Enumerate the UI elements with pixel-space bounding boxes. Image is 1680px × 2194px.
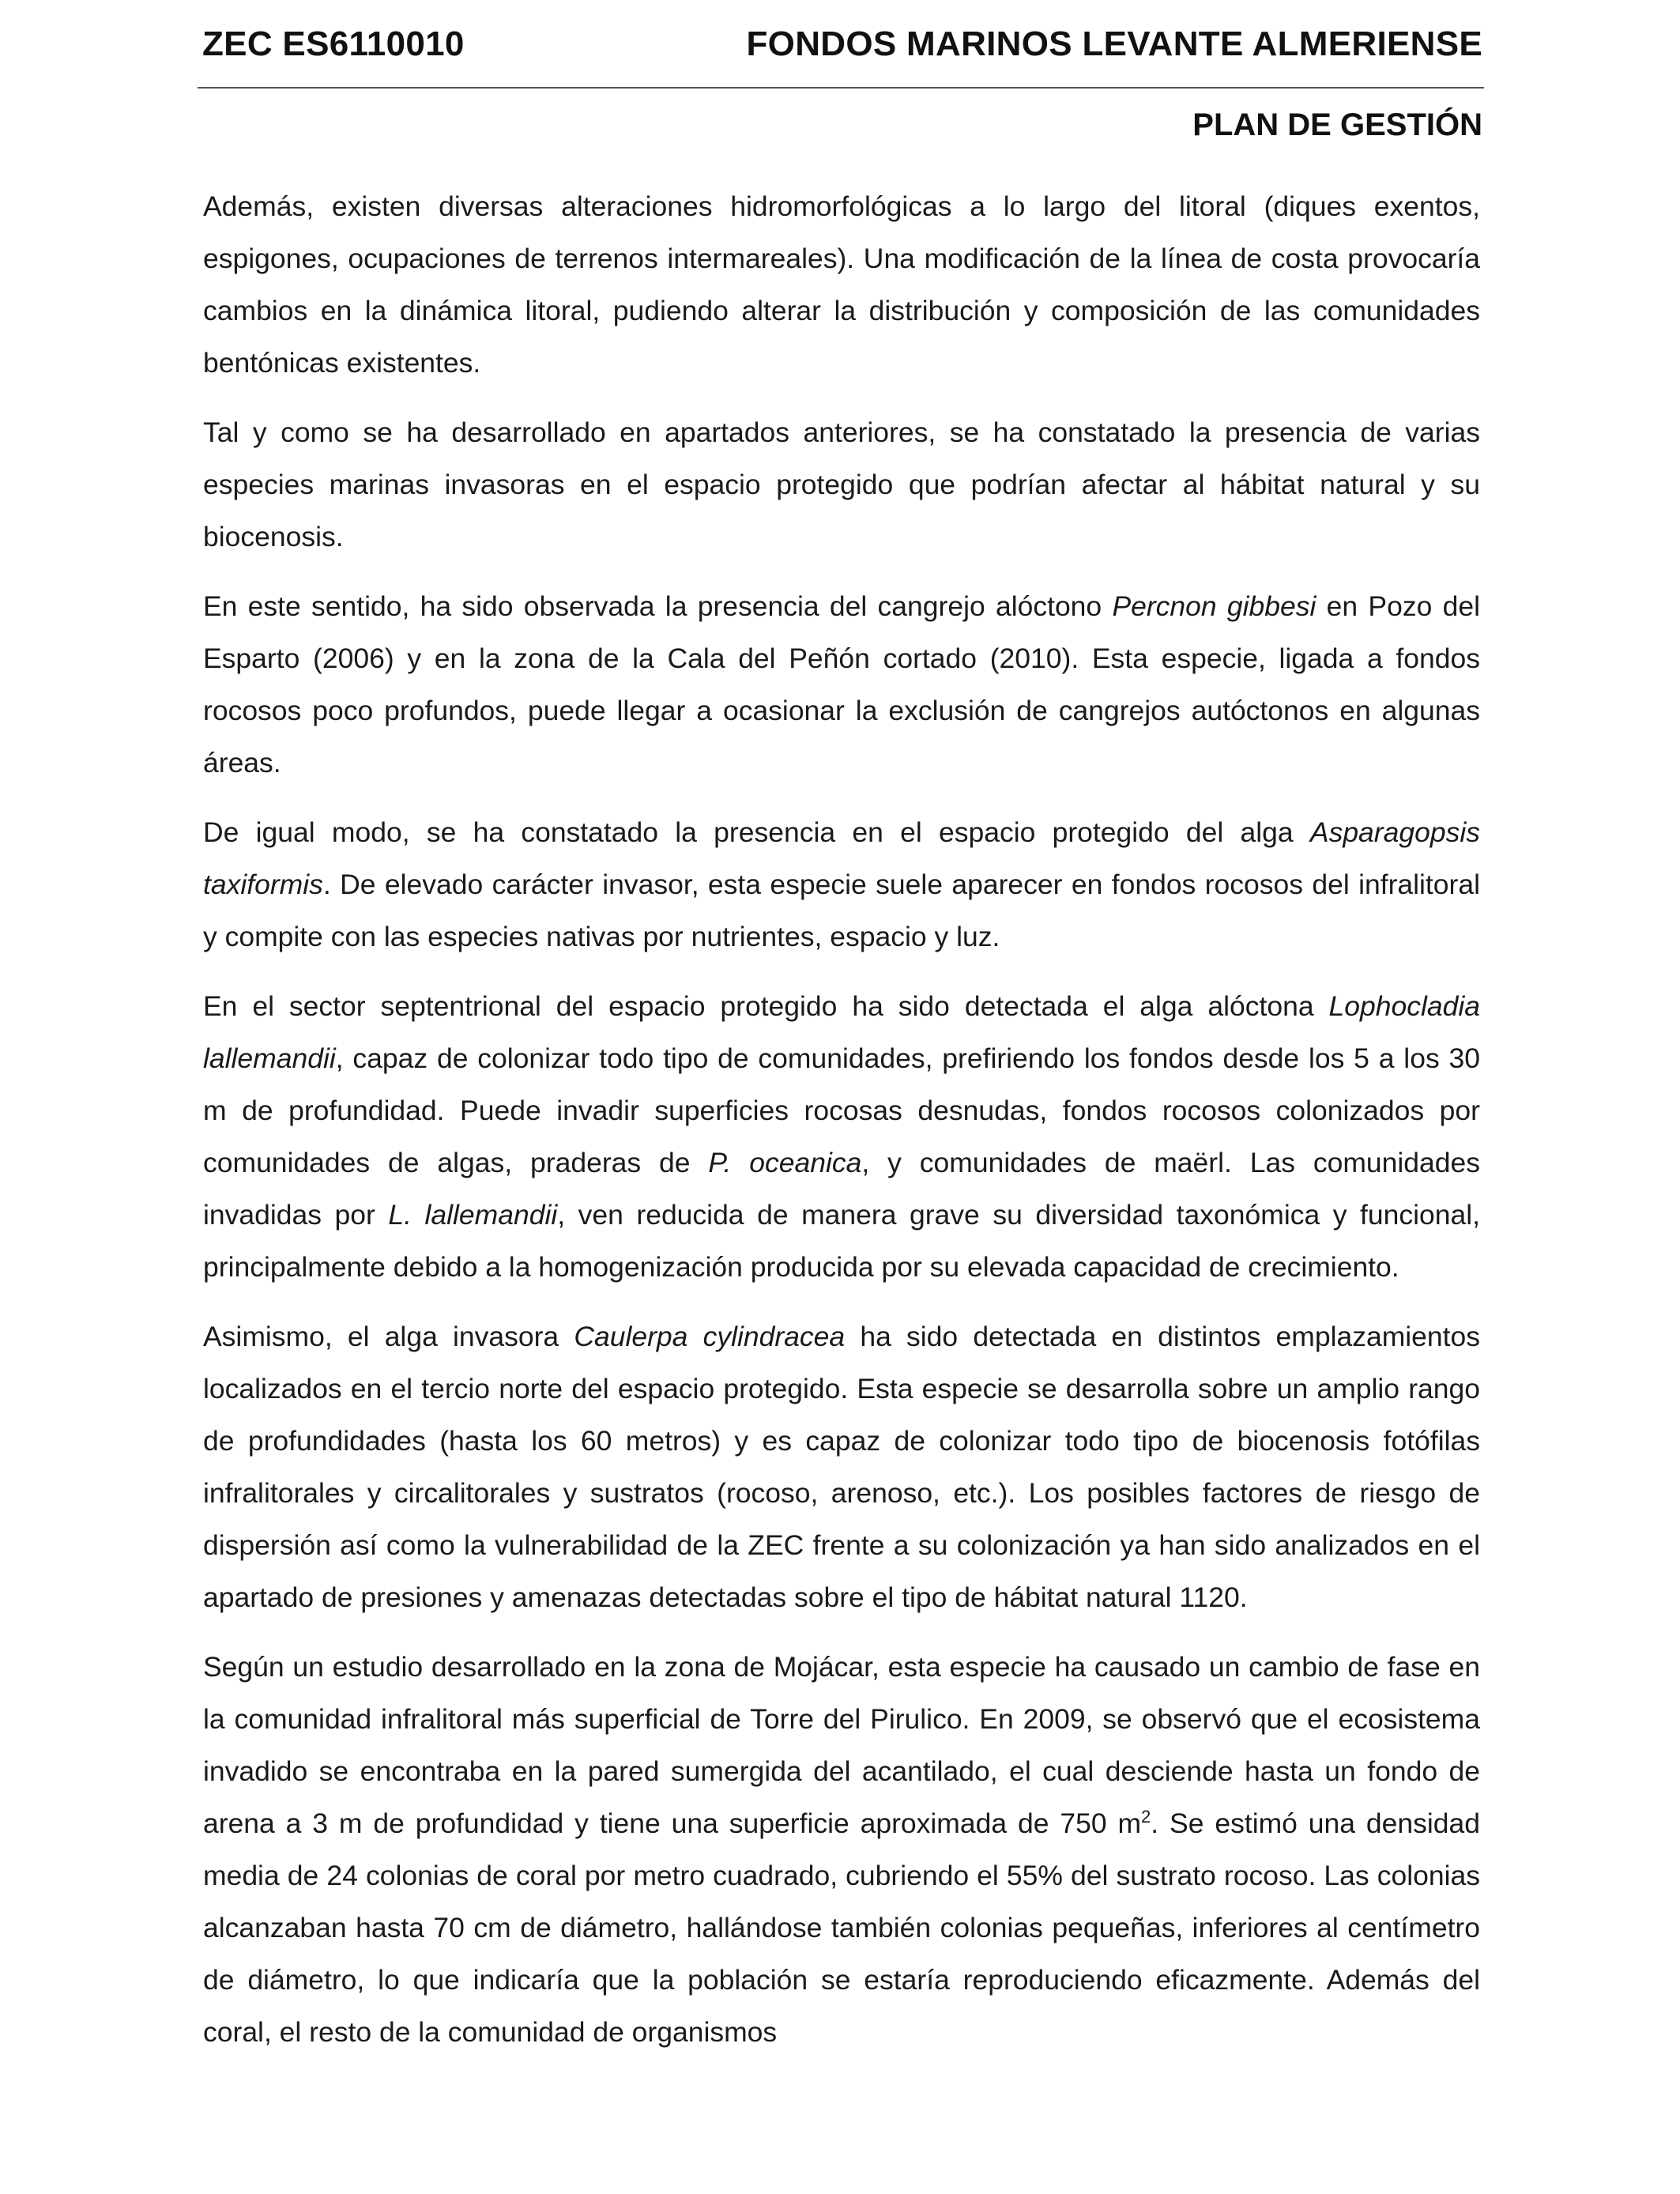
species-name-asparagopsis: Asparagopsis taxiformis: [203, 816, 1480, 900]
species-name-lallemandii: L. lallemandii: [388, 1199, 558, 1231]
superscript-2: 2: [1141, 1807, 1151, 1827]
paragraph-5-text-c: , capaz de colonizar todo tipo de comunidades, prefiriendo los fondos desde los 5 a los 30 m de profundidad. Puede invadir superficies rocosas desnudas, fondos rocosos colonizados por comunidades de algas, praderas de: [203, 1042, 1480, 1178]
paragraph-6-text-c: ha sido detectada en distintos emplazamientos localizados en el tercio norte del espacio protegido. Esta especie se desarrolla sobre un amplio rango de profundidades (hasta los 60 metros) y es capaz de colonizar todo tipo de biocenosis fotófilas infralitorales y circalitorales y sustratos (rocoso, arenoso, etc.). Los posibles factores de riesgo de dispersión así como la vulnerabilidad de la ZEC frente a su colonización ya han sido analizados en el apartado de presiones y amenazas detectadas sobre el tipo de hábitat natural 1120.: [203, 1321, 1480, 1613]
paragraph-5-text-g: , ven reducida de manera grave su diversidad taxonómica y funcional, principalmente debido a la homogenización producida por su elevada capacidad de crecimiento.: [203, 1199, 1480, 1283]
paragraph-5-text-a: En el sector septentrional del espacio protegido ha sido detectada el alga alóctona: [203, 990, 1329, 1022]
paragraph-1: Además, existen diversas alteraciones hidromorfológicas a lo largo del litoral (diques exentos, espigones, ocupaciones de terrenos intermareales). Una modificación de la línea de costa provocaría cambios en la dinámica litoral, pudiendo alterar la distribución y composición de las comunidades bentónicas existentes.: [203, 190, 1480, 379]
paragraph-3: [203, 580, 1480, 789]
species-name-lophocladia: Lophocladia lallemandii: [203, 990, 1480, 1074]
paragraph-2: Tal y como se ha desarrollado en apartados anteriores, se ha constatado la presencia de varias especies marinas invasoras en el espacio protegido que podrían afectar al hábitat natural y su biocenosis.: [203, 417, 1480, 552]
species-name-percnon: Percnon gibbesi: [1112, 590, 1317, 622]
paragraph-6-text-a: Asimismo, el alga invasora: [203, 1321, 574, 1352]
site-title: FONDOS MARINOS LEVANTE ALMERIENSE: [746, 25, 1482, 63]
paragraph-7: [203, 1641, 1480, 2058]
species-name-oceanica: P. oceanica: [708, 1147, 862, 1178]
species-name-caulerpa: Caulerpa cylindracea: [574, 1321, 846, 1352]
paragraph-7-text-a: Según un estudio desarrollado en la zona de Mojácar, esta especie ha causado un cambio de fase en la comunidad infralitoral más superficial de Torre del Pirulico. En 2009, se observó que el ecosistema invadido se encontraba en la pared sumergida del acantilado, el cual desciende hasta un fondo de arena a 3 m de profundidad y tiene una superficie aproximada de 750 m: [203, 1651, 1480, 1839]
page-header: [202, 22, 1482, 66]
document-subtitle: PLAN DE GESTIÓN: [1192, 107, 1482, 142]
paragraph-4-text-c: . De elevado carácter invasor, esta especie suele aparecer en fondos rocosos del infralitoral y compite con las especies nativas por nutrientes, espacio y luz.: [203, 869, 1480, 952]
paragraph-7-text-c: . Se estimó una densidad media de 24 colonias de coral por metro cuadrado, cubriendo el 55% del sustrato rocoso. Las colonias alcanzaban hasta 70 cm de diámetro, hallándose también colonias pequeñas, inferiores al centímetro de diámetro, lo que indicaría que la población se estaría reproduciendo eficazmente. Además del coral, el resto de la comunidad de organismos: [203, 1808, 1480, 2048]
paragraph-4: [203, 806, 1480, 963]
paragraph-3-text-c: en Pozo del Esparto (2006) y en la zona de la Cala del Peñón cortado (2010). Esta especie, ligada a fondos rocosos poco profundos, puede llegar a ocasionar la exclusión de cangrejos autóctonos en algunas áreas.: [203, 590, 1480, 778]
paragraph-6: [203, 1310, 1480, 1623]
paragraph-5-text-e: , y comunidades de maërl. Las comunidades invadidas por: [203, 1147, 1481, 1231]
site-code: ZEC ES6110010: [202, 25, 465, 63]
paragraph-5: [203, 980, 1480, 1293]
document-body: [203, 180, 1480, 2075]
paragraph-3-text-a: En este sentido, ha sido observada la presencia del cangrejo alóctono: [203, 590, 1113, 622]
paragraph-4-text-a: De igual modo, se ha constatado la presencia en el espacio protegido del alga: [203, 816, 1310, 848]
header-divider: [198, 87, 1484, 89]
